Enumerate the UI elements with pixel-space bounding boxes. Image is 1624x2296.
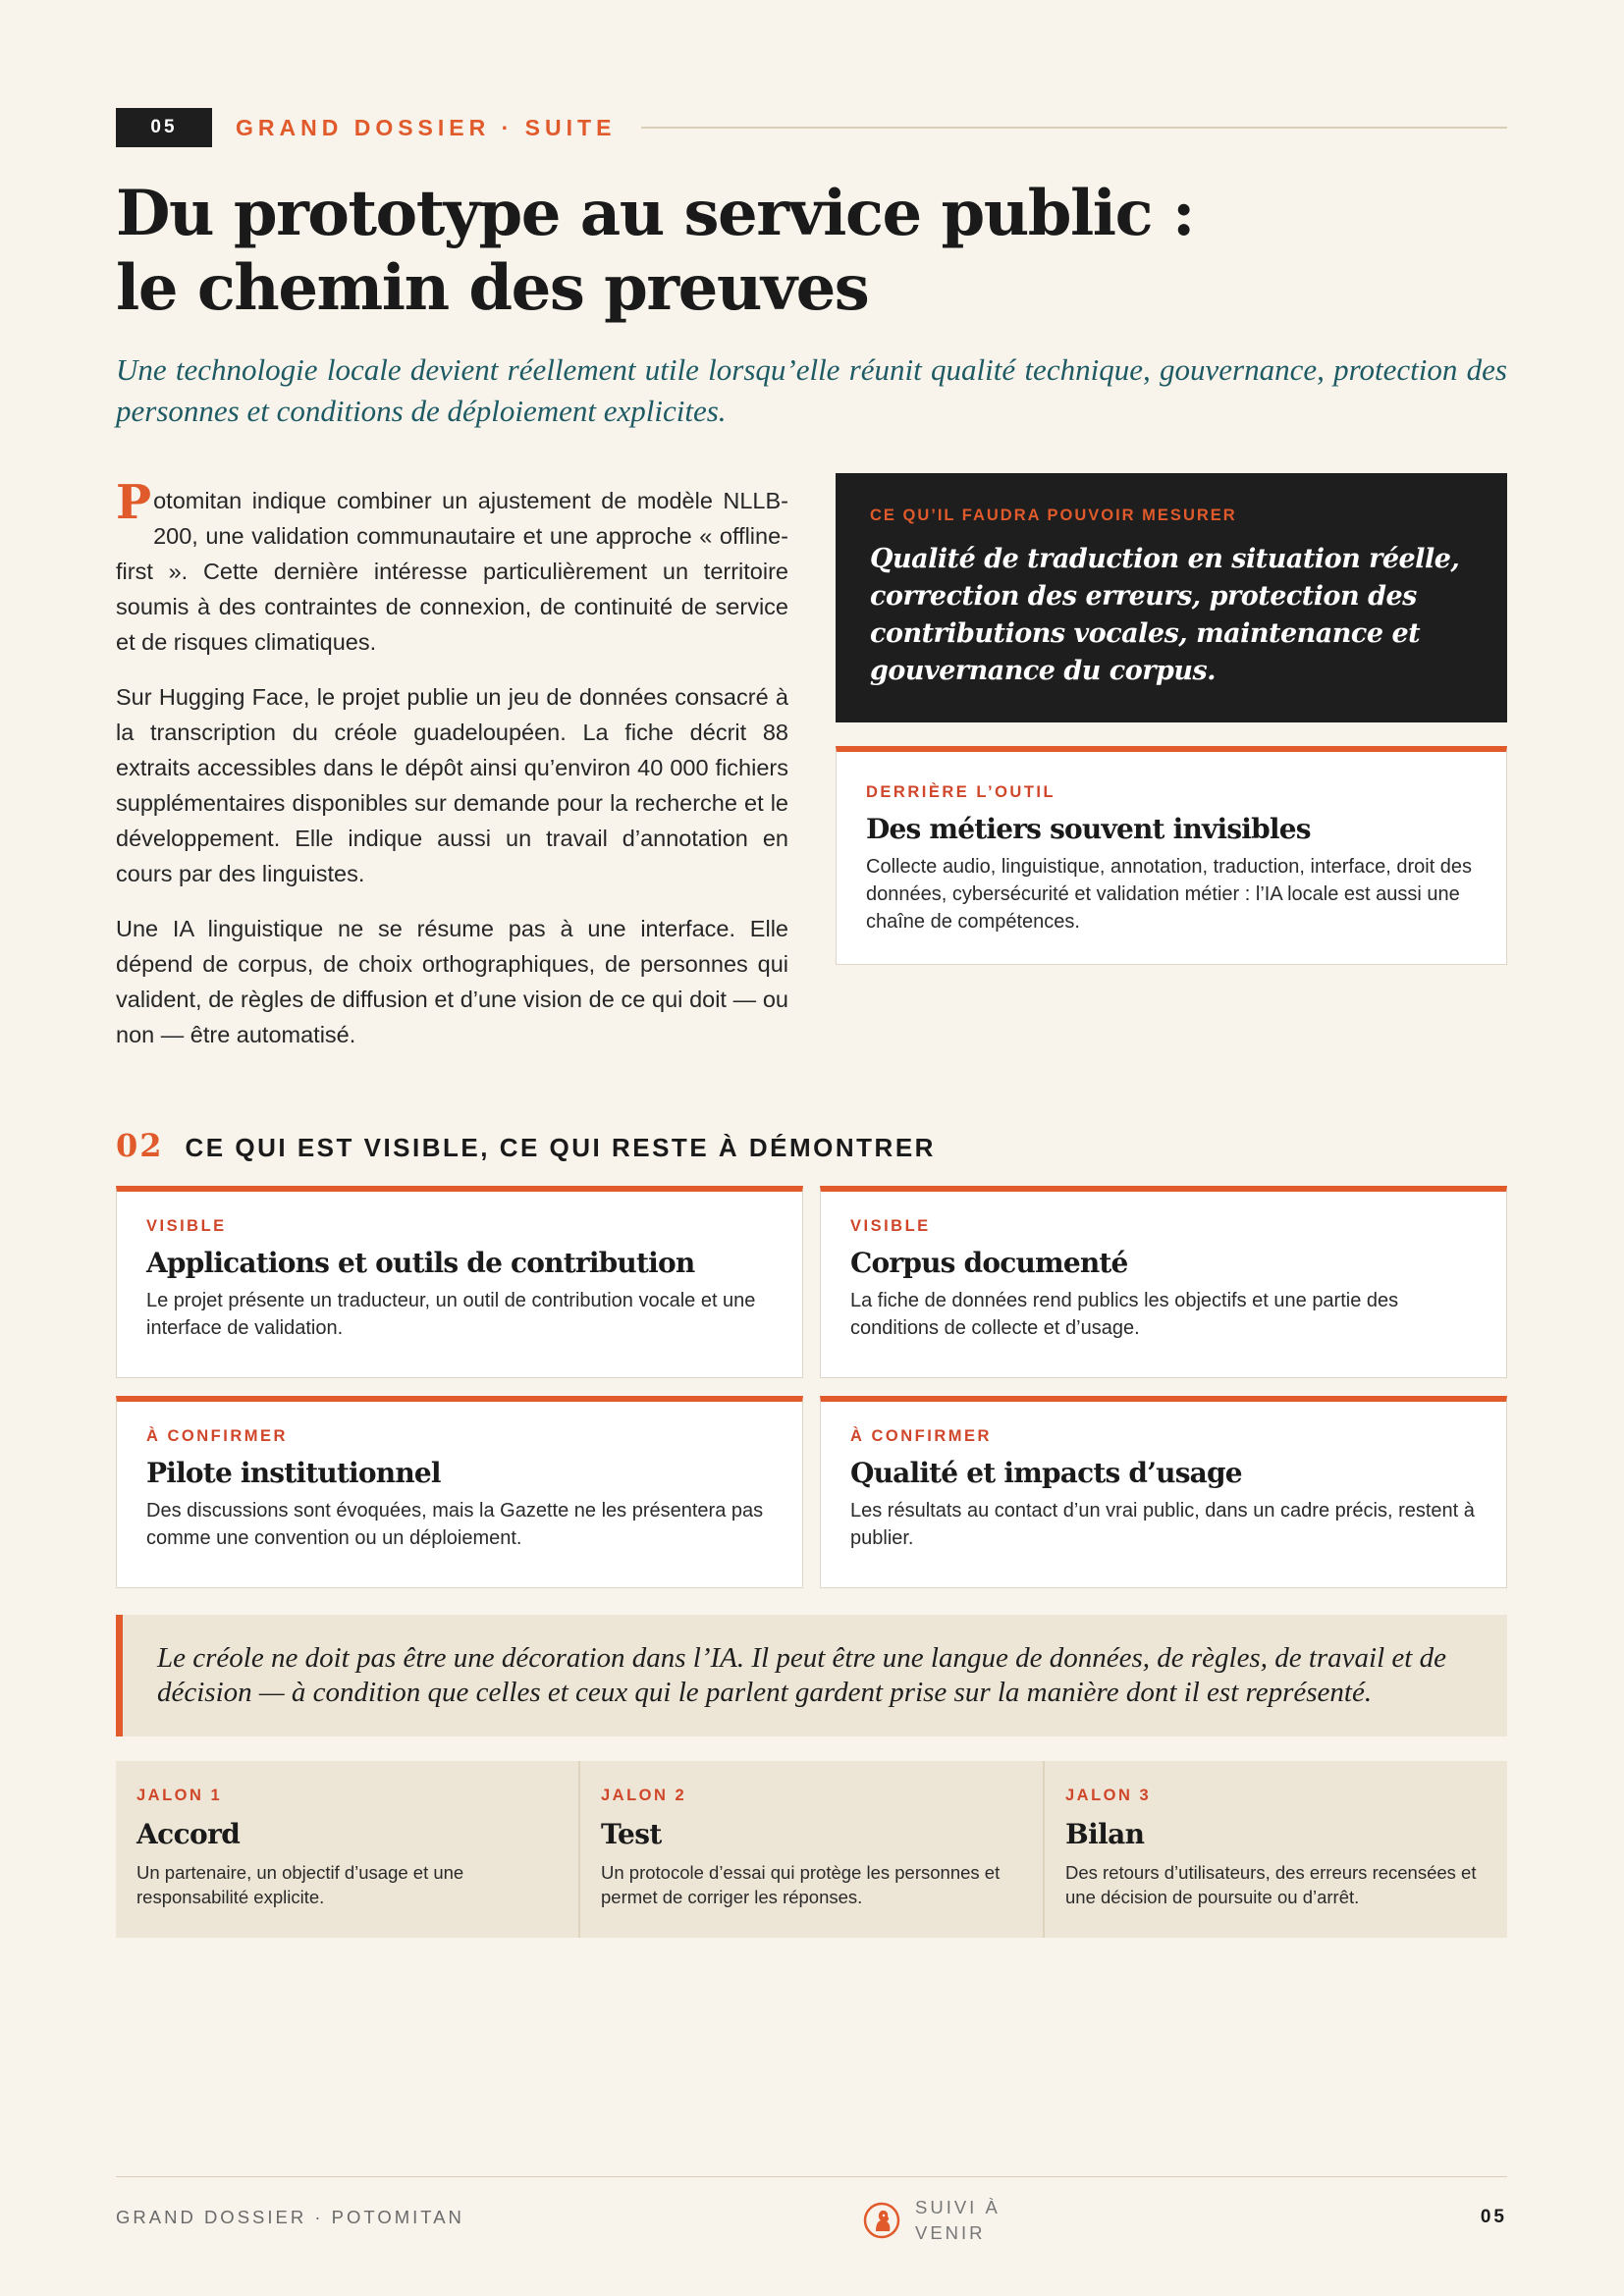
measure-box (836, 473, 1507, 722)
section-heading (116, 1127, 1507, 1164)
milestone-tag: JALON 3 (1065, 1787, 1152, 1804)
evidence-card (820, 1396, 1507, 1588)
outil-card-text: Collecte audio, linguistique, annotation, traduction, interface, droit des données, cybersécurité et validation métier : l’IA locale est aussi une chaîne de compétences. (866, 856, 1473, 933)
milestone-tag: JALON 1 (136, 1787, 223, 1804)
article-body (116, 475, 788, 1072)
milestone (116, 1761, 580, 1938)
evidence-card-tag: VISIBLE (850, 1217, 931, 1235)
evidence-card (116, 1186, 803, 1378)
milestone (1045, 1761, 1507, 1938)
evidence-card-text: Des discussions sont évoquées, mais la Gazette ne les présentera pas comme une convention ou un déploiement. (146, 1500, 764, 1549)
milestone-tag: JALON 2 (601, 1787, 687, 1804)
milestone-title: Bilan (1065, 1818, 1145, 1850)
evidence-card-title: Corpus documenté (850, 1247, 1128, 1279)
paragraph-2: Sur Hugging Face, le projet publie un jeu de données consacré à la transcription du créole guadeloupéen. La fiche décrit 88 extraits accessibles dans le dépôt ainsi qu’environ 40 000 fichiers supplémentaires disponibles sur demande pour la recherche et le développement. Elle indique aussi un travail d’annotation en cours par des linguistes. (116, 684, 788, 886)
evidence-card-text: Le projet présente un traducteur, un outil de contribution vocale et une interface de validation. (146, 1290, 756, 1339)
evidence-card-title: Pilote institutionnel (146, 1457, 441, 1489)
title-line-1: Du prototype au service public : (116, 177, 1194, 250)
kicker-rule (641, 127, 1507, 129)
evidence-card-title: Qualité et impacts d’usage (850, 1457, 1242, 1489)
title-line-2: le chemin des preuves (116, 251, 869, 325)
evidence-card-tag: À CONFIRMER (146, 1427, 288, 1445)
milestone-text: Un protocole d’essai qui protège les personnes et permet de corriger les réponses. (601, 1862, 1001, 1907)
page-title (116, 177, 1507, 326)
standfirst: Une technologie locale devient réellement utile lorsqu’elle réunit qualité technique, gouvernance, protection des personnes et conditions de déploiement explicites. (116, 352, 1507, 428)
evidence-card-tag: À CONFIRMER (850, 1427, 992, 1445)
drop-cap: P (116, 475, 152, 530)
evidence-card-tag: VISIBLE (146, 1217, 227, 1235)
footer-page-number: 05 (1480, 2207, 1507, 2227)
measure-box-quote: Qualité de traduction en situation réelle, correction des erreurs, protection des contributions vocales, maintenance et gouvernance du corpus. (870, 544, 1460, 686)
paragraph-1-text: otomitan indique combiner un ajustement de modèle NLLB-200, une validation communautaire et une approche « offline-first ». Cette dernière intéresse particulièrement un territoire soumis à des contraintes de connexion, de continuité de service et de risques climatiques. (116, 488, 788, 655)
milestone-title: Accord (136, 1818, 241, 1850)
evidence-card-text: Les résultats au contact d’un vrai public, dans un cadre précis, restent à publier. (850, 1500, 1475, 1549)
measure-box-tag: CE QU’IL FAUDRA POUVOIR MESURER (870, 507, 1237, 524)
evidence-card-title: Applications et outils de contribution (146, 1247, 695, 1279)
section-label: GRAND DOSSIER · SUITE (236, 114, 617, 140)
milestone-text: Un partenaire, un objectif d’usage et une responsabilité explicite. (136, 1862, 464, 1907)
footer-rule (116, 2176, 1507, 2177)
footer-center (862, 2195, 1023, 2246)
outil-card-title: Des métiers souvent invisibles (866, 813, 1311, 845)
milestone (580, 1761, 1045, 1938)
pull-quote: Le créole ne doit pas être une décoration dans l’IA. Il peut être une langue de données, de règles, de travail et de décision — à condition que celles et ceux qui le parlent gardent prise sur la manière dont il est représenté. (116, 1615, 1507, 1736)
outil-card (836, 746, 1507, 965)
milestone-title: Test (601, 1818, 662, 1850)
milestone-text: Des retours d’utilisateurs, des erreurs recensées et une décision de poursuite ou d’arrêt. (1065, 1862, 1477, 1907)
section-number: 02 (116, 1127, 164, 1164)
portrait-medallion-icon (862, 2201, 901, 2240)
evidence-card (116, 1396, 803, 1588)
section-title: CE QUI EST VISIBLE, CE QUI RESTE À DÉMONTRER (185, 1133, 936, 1162)
footer-section-label: GRAND DOSSIER · POTOMITAN (116, 2207, 464, 2227)
milestones-strip (116, 1761, 1507, 1938)
footer-center-text: SUIVI À VENIR (915, 2197, 1001, 2243)
evidence-card-text: La fiche de données rend publics les objectifs et une partie des conditions de collecte et d’usage. (850, 1290, 1399, 1339)
outil-card-tag: DERRIÈRE L’OUTIL (866, 783, 1056, 801)
paragraph-3: Une IA linguistique ne se résume pas à une interface. Elle dépend de corpus, de choix orthographiques, de personnes qui valident, de règles de diffusion et d’une vision de ce qui doit — ou non — être automatisé. (116, 916, 788, 1047)
evidence-card (820, 1186, 1507, 1378)
page-number-badge: 05 (116, 108, 212, 147)
paragraph-1 (116, 475, 788, 660)
kicker-bar (116, 108, 1507, 147)
